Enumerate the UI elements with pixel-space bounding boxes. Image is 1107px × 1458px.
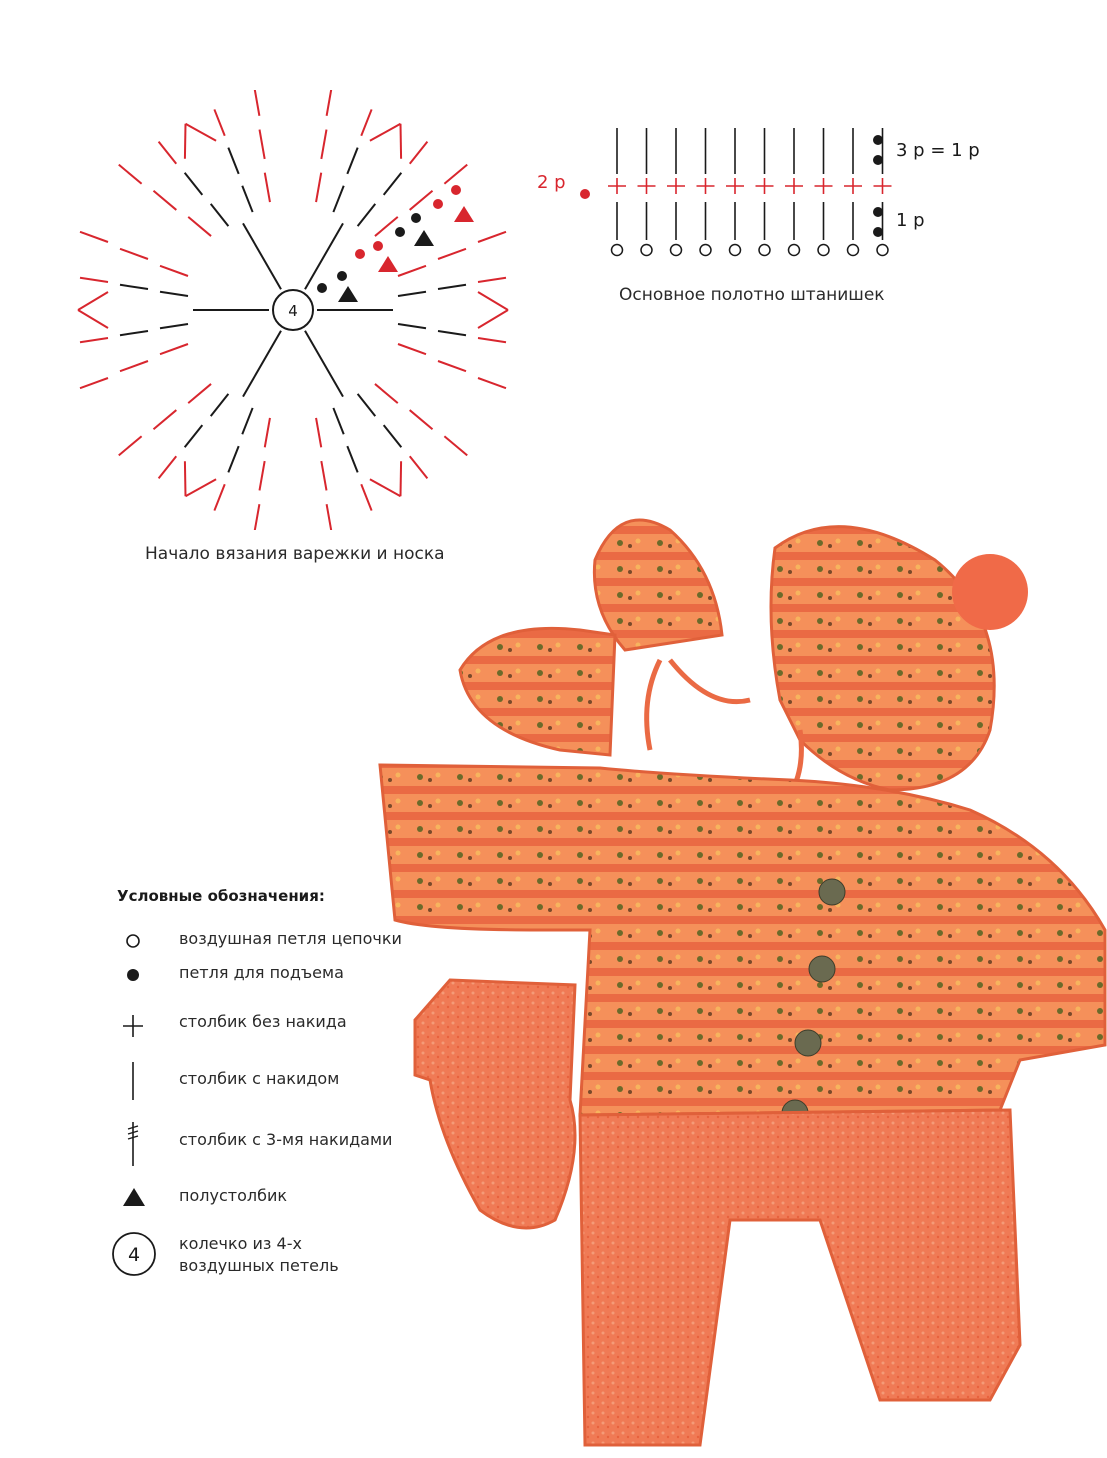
ring-label: 4 <box>288 302 298 320</box>
row-label-2: 2 р <box>537 172 566 193</box>
filled-triangle-icon <box>122 1186 146 1208</box>
spoke-stitch-5-1-1 <box>384 173 402 195</box>
spoke-stitch-1-3-2 <box>327 504 332 530</box>
spoke-stitch-4-2-2 <box>119 165 142 184</box>
spoke-stitch-3-2-1 <box>120 361 148 371</box>
spoke-stitch-3-1-1 <box>120 285 148 289</box>
spoke-stitch-4-1-1 <box>228 148 238 174</box>
spoke-stitch-4-2-0 <box>188 217 211 236</box>
spoke-stitch-2-0-0 <box>242 408 252 434</box>
legend-title: Условные обозначения: <box>117 887 325 905</box>
spoke-stitch-2-1-1 <box>185 425 203 447</box>
open-circle-icon <box>122 930 144 952</box>
spoke-stitch-1-0-0 <box>358 394 376 416</box>
spoke-stitch-3-0-0 <box>160 324 188 328</box>
spoke-stitch-0-0-0 <box>398 292 426 296</box>
spoke-stitch-2-1-2 <box>159 456 177 478</box>
spoke-stitch-1-0-2 <box>410 456 428 478</box>
spoke-stitch-3-0-2 <box>80 338 108 342</box>
spoke-stitch-4-3-1 <box>260 130 265 159</box>
spoke-chevron-b-5 <box>370 124 401 141</box>
jacket-button-1 <box>819 879 845 905</box>
spoke-stitch-2-1-0 <box>211 394 229 416</box>
spoke-stitch-1-0-1 <box>384 425 402 447</box>
spoke-stitch-1-1-0 <box>333 408 343 434</box>
vertical-line-icon <box>122 1060 144 1104</box>
spoke-stem-1 <box>305 331 343 397</box>
rise-dot-row1-a <box>873 207 883 217</box>
spoke-stitch-0-2-0 <box>398 266 426 276</box>
rise-dot-row3-a <box>873 135 883 145</box>
chain-5 <box>759 245 770 256</box>
legend-text-dc: столбик с накидом <box>179 1069 340 1088</box>
spoke-stitch-5-3-0 <box>375 217 398 236</box>
spoke-stitch-2-3-0 <box>188 384 211 403</box>
bootie <box>415 980 575 1228</box>
pants <box>580 1110 1020 1445</box>
spoke-stitch-2-3-2 <box>119 436 142 455</box>
spoke-chevron-b-3 <box>78 310 108 328</box>
row-label-1: 1 р <box>896 210 925 231</box>
chain-1 <box>641 245 652 256</box>
jacket-button-3 <box>795 1030 821 1056</box>
spoke-stitch-5-3-2 <box>444 165 467 184</box>
chain-6 <box>789 245 800 256</box>
spoke-stitch-2-3-1 <box>153 410 176 429</box>
spoke-stitch-0-1-2 <box>478 338 506 342</box>
filled-circle-icon <box>122 964 144 986</box>
spoke-stitch-3-3-0 <box>160 266 188 276</box>
chain-9 <box>877 245 888 256</box>
rise-stitches <box>317 185 474 302</box>
spoke-stitch-5-2-0 <box>316 173 321 202</box>
row-label-3: 3 р = 1 р <box>896 140 980 161</box>
triple-crossed-line-icon <box>122 1120 144 1168</box>
hat-pompom <box>952 554 1028 630</box>
spoke-stitch-0-3-1 <box>438 361 466 371</box>
legend-text-ring: колечко из 4-х воздушных петель <box>179 1234 339 1275</box>
spoke-chevron-a-5 <box>401 124 402 159</box>
mitten-left <box>460 628 615 755</box>
spoke-stitch-1-1-1 <box>347 446 357 472</box>
spoke-chevron-a-1 <box>370 479 401 496</box>
spoke-stitch-4-1-0 <box>242 186 252 212</box>
spoke-stitch-4-0-1 <box>185 173 203 195</box>
spoke-stitch-1-2-0 <box>375 384 398 403</box>
legend-text-trc: столбик с 3-мя накидами <box>179 1130 393 1149</box>
spoke-stitch-5-0-2 <box>361 109 371 135</box>
spoke-stitch-5-0-1 <box>347 148 357 174</box>
spoke-stem-4 <box>243 223 281 289</box>
mitten-tie <box>647 660 750 750</box>
spoke-stitch-0-2-2 <box>478 232 506 242</box>
spoke-stitch-4-0-2 <box>159 142 177 164</box>
spoke-stem-2 <box>243 331 281 397</box>
spoke-stitch-2-2-1 <box>260 461 265 490</box>
spoke-stitch-3-0-1 <box>120 331 148 335</box>
spoke-stitch-3-1-2 <box>80 278 108 282</box>
legend-text-rise: петля для подъема <box>179 963 344 982</box>
chain-4 <box>730 245 741 256</box>
chain-2 <box>671 245 682 256</box>
spoke-stitch-0-3-0 <box>398 344 426 354</box>
spoke-chevron-a-4 <box>186 124 217 141</box>
spoke-stitch-5-1-0 <box>358 204 376 226</box>
chain-8 <box>848 245 859 256</box>
chain-0 <box>612 245 623 256</box>
ring-icon-label: 4 <box>127 1244 141 1266</box>
spoke-stitch-2-0-1 <box>228 446 238 472</box>
rise-dot-row3-b <box>873 155 883 165</box>
plus-icon <box>122 1013 144 1039</box>
rise-dot-row1-b <box>873 227 883 237</box>
chain-7 <box>818 245 829 256</box>
mitten-start-diagram <box>60 90 540 530</box>
legend-text-hdc: полустолбик <box>179 1186 288 1205</box>
legend-text-sc: столбик без накида <box>179 1012 347 1031</box>
spoke-stitch-3-2-0 <box>160 344 188 354</box>
spoke-stem-5 <box>305 223 343 289</box>
spoke-stitch-5-1-2 <box>410 142 428 164</box>
spoke-chevron-b-2 <box>186 479 217 496</box>
spoke-stitch-4-3-0 <box>265 173 270 202</box>
spoke-stitch-0-1-1 <box>438 331 466 335</box>
mitten-top <box>594 520 722 650</box>
pants-fabric-diagram <box>520 120 940 270</box>
spoke-stitch-1-3-0 <box>316 418 321 447</box>
spoke-stitch-5-0-0 <box>333 186 343 212</box>
spoke-stitch-0-2-1 <box>438 249 466 259</box>
spoke-stitch-0-1-0 <box>398 324 426 328</box>
hat <box>771 527 994 790</box>
legend-text-chain: воздушная петля цепочки <box>179 929 402 948</box>
spoke-stitch-0-0-2 <box>478 278 506 282</box>
mitten-diagram-caption: Начало вязания варежки и носка <box>145 544 445 564</box>
spoke-chevron-a-2 <box>185 461 186 496</box>
spoke-stitch-5-2-1 <box>321 130 326 159</box>
spoke-stitch-1-2-2 <box>444 436 467 455</box>
spoke-stitch-1-3-1 <box>321 461 326 490</box>
ring-icon <box>110 1230 158 1278</box>
spoke-stitch-3-1-0 <box>160 292 188 296</box>
spoke-stitch-2-2-2 <box>254 504 259 530</box>
crochet-baby-set-photo <box>370 500 1107 1458</box>
spoke-stitch-5-3-1 <box>410 191 433 210</box>
chain-3 <box>700 245 711 256</box>
spoke-chevron-b-1 <box>401 461 402 496</box>
spoke-stitch-3-2-2 <box>80 378 108 388</box>
spoke-stitch-2-0-2 <box>214 484 224 510</box>
pants-diagram-caption: Основное полотно штанишек <box>619 285 885 305</box>
spoke-stitch-3-3-2 <box>80 232 108 242</box>
spoke-chevron-a-0 <box>478 310 508 328</box>
spoke-chevron-b-4 <box>185 124 186 159</box>
spoke-stitch-5-2-2 <box>327 90 332 116</box>
spoke-stitch-1-2-1 <box>410 410 433 429</box>
spoke-stitch-4-0-0 <box>211 204 229 226</box>
spoke-stitch-0-3-2 <box>478 378 506 388</box>
spoke-stitch-0-0-1 <box>438 285 466 289</box>
spoke-stitch-4-3-2 <box>254 90 259 116</box>
spoke-stitch-4-2-1 <box>153 191 176 210</box>
spoke-chevron-b-0 <box>478 292 508 310</box>
spoke-stitch-2-2-0 <box>265 418 270 447</box>
spoke-chevron-a-3 <box>78 292 108 310</box>
spoke-stitch-4-1-2 <box>214 109 224 135</box>
spoke-stitch-3-3-1 <box>120 249 148 259</box>
jacket-button-2 <box>809 956 835 982</box>
rise-dot-row2 <box>580 189 590 199</box>
